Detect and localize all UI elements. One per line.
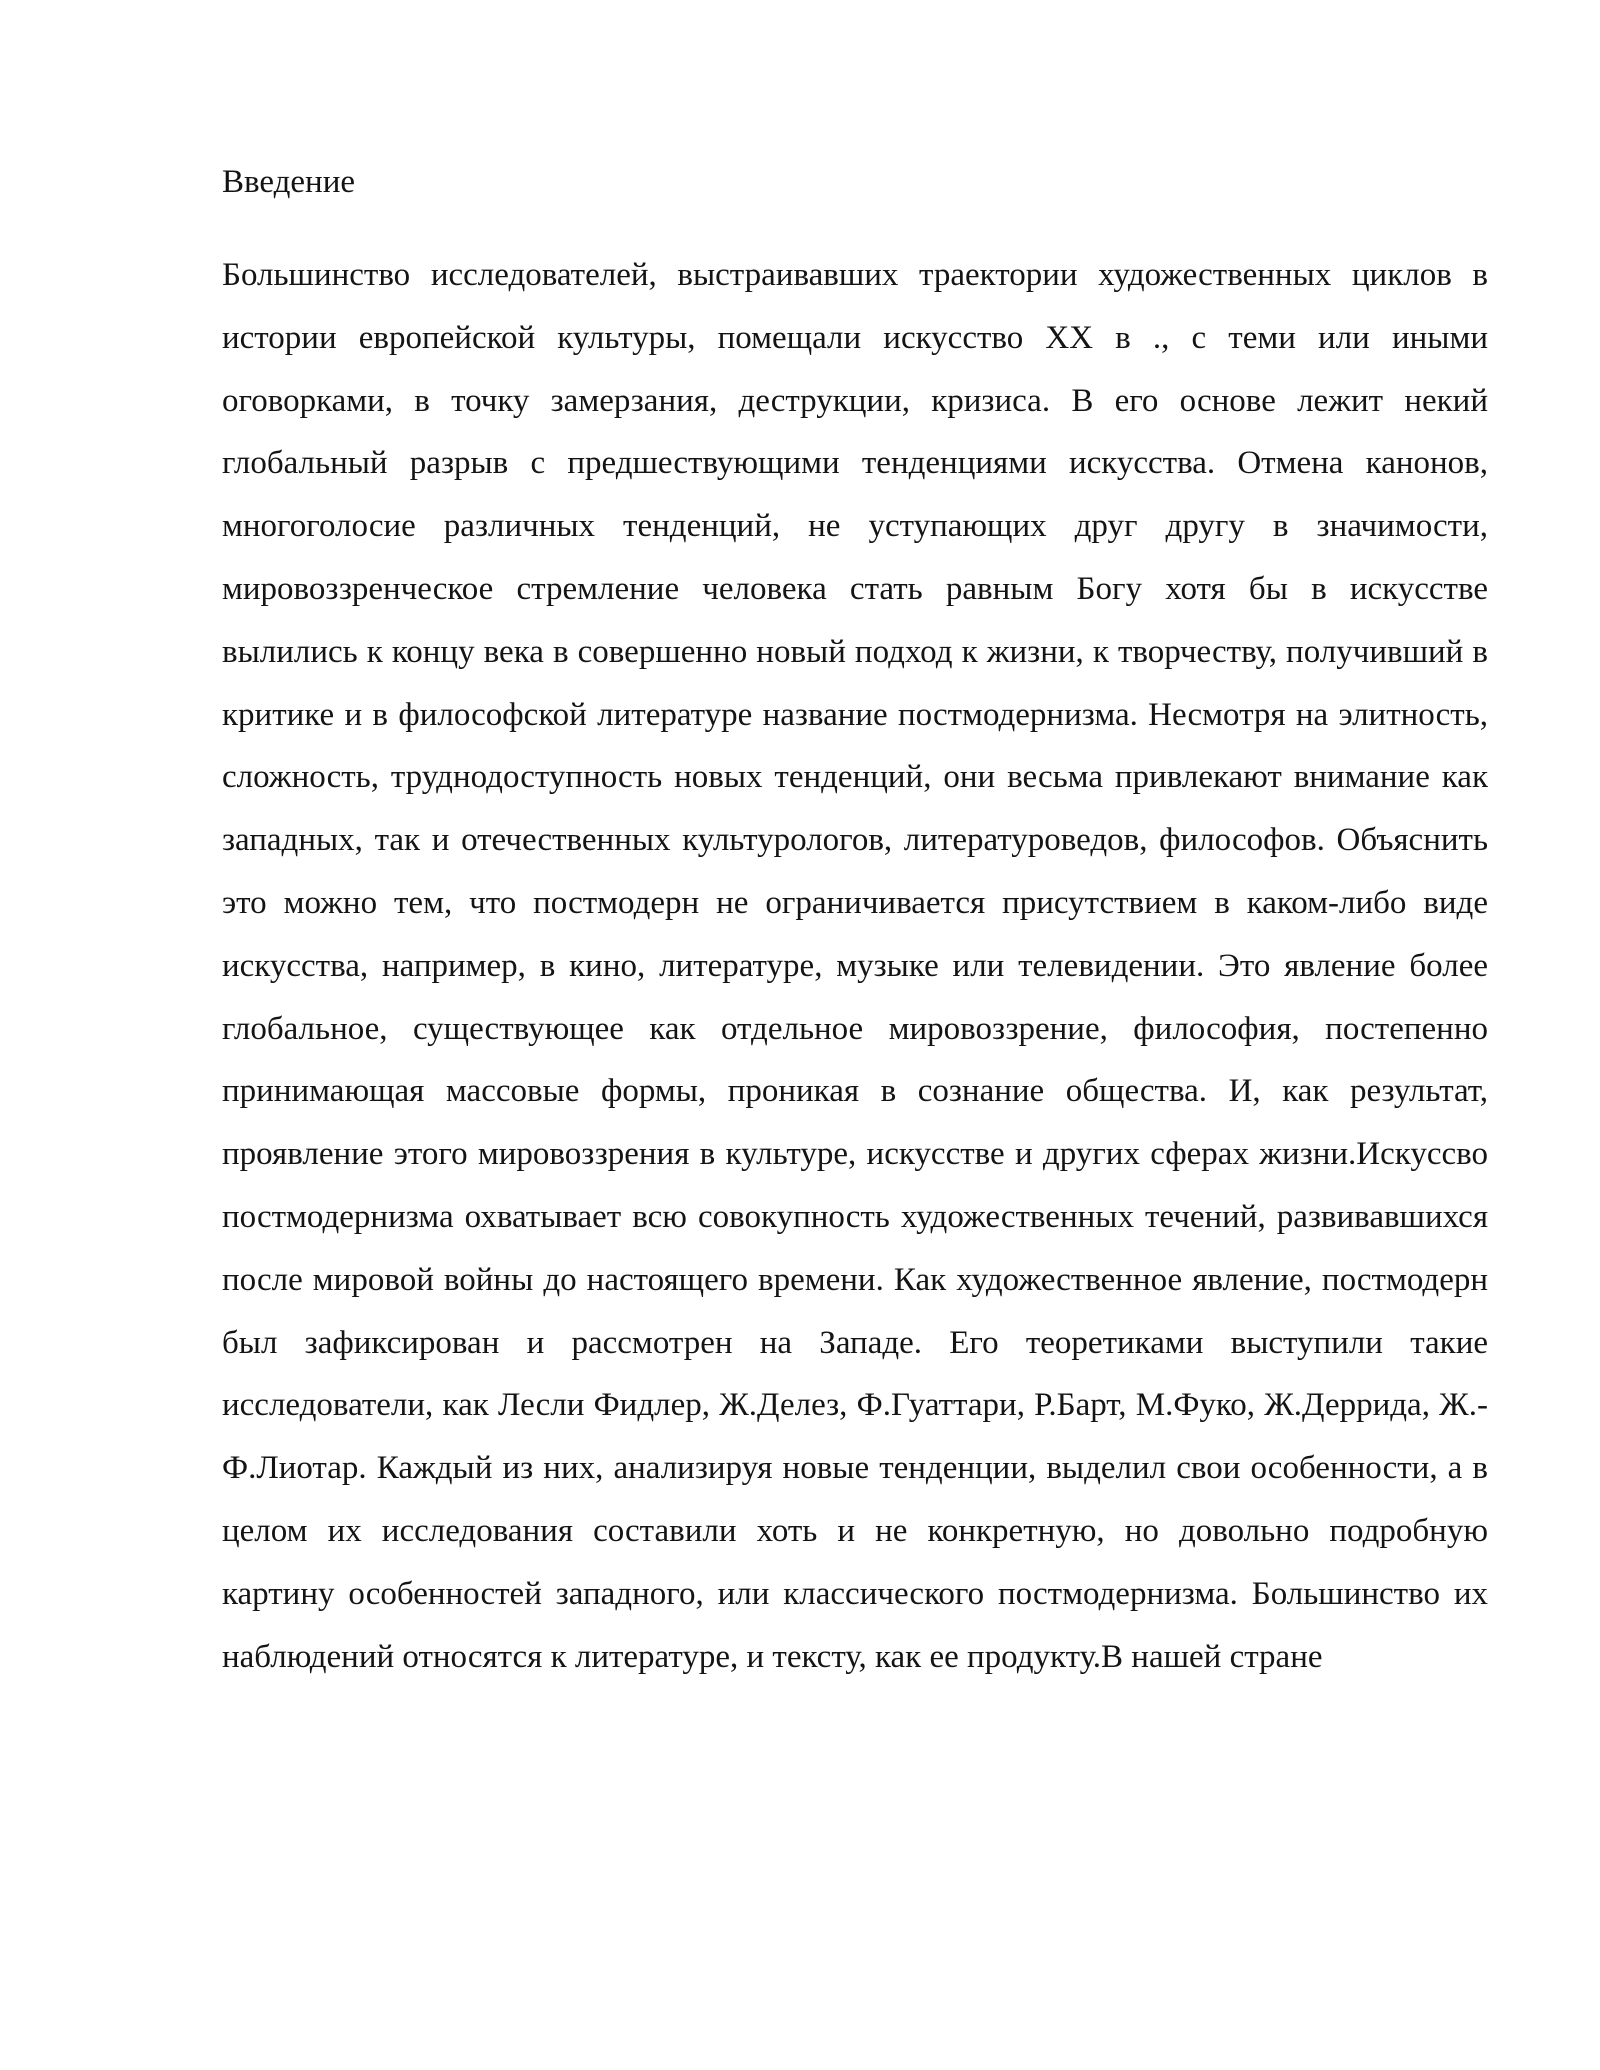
section-heading: Введение	[222, 164, 356, 200]
document-content	[222, 158, 1488, 1688]
body-paragraph: Большинство исследователей, выстраивавших траектории художественных циклов в истории европейской культуры, помещали искусство XX в ., с теми или иными оговорками, в точку замерзания, деструкции, кризиса. В его основе лежит некий глобальный разрыв с предшествующими тенденциями искусства. Отмена канонов, многоголосие различных тенденций, не уступающих друг другу в значимости, мировоззренческое стремление человека стать равным Богу хотя бы в искусстве вылились к концу века в совершенно новый подход к жизни, к творчеству, получивший в критике и в философской литературе название постмодернизма. Несмотря на элитность, сложность, труднодоступность новых тенденций, они весьма привлекают внимание как западных, так и отечественных культурологов, литературоведов, философов. Объяснить это можно тем, что постмодерн не ограничивается присутствием в каком-либо виде искусства, например, в кино, литературе, музыке или телевидении. Это явление более глобальное, существующее как отдельное мировоззрение, философия, постепенно принимающая массовые формы, проникая в сознание общества. И, как результат, проявление этого мировоззрения в культуре, искусстве и других сферах жизни.Искуссво постмодернизма охватывает всю совокупность художественных течений, развивавшихся после мировой войны до настоящего времени. Как художественное явление, постмодерн был зафиксирован и рассмотрен на Западе. Его теоретиками выступили такие исследователи, как Лесли Фидлер, Ж.Делез, Ф.Гуаттари, Р.Барт, М.Фуко, Ж.Деррида, Ж.-Ф.Лиотар. Каждый из них, анализируя новые тенденции, выделил свои особенности, а в целом их исследования составили хоть и не конкретную, но довольно подробную картину особенностей западного, или классического постмодернизма. Большинство их наблюдений относятся к литературе, и тексту, как ее продукту.В нашей стране	[222, 257, 1488, 1675]
